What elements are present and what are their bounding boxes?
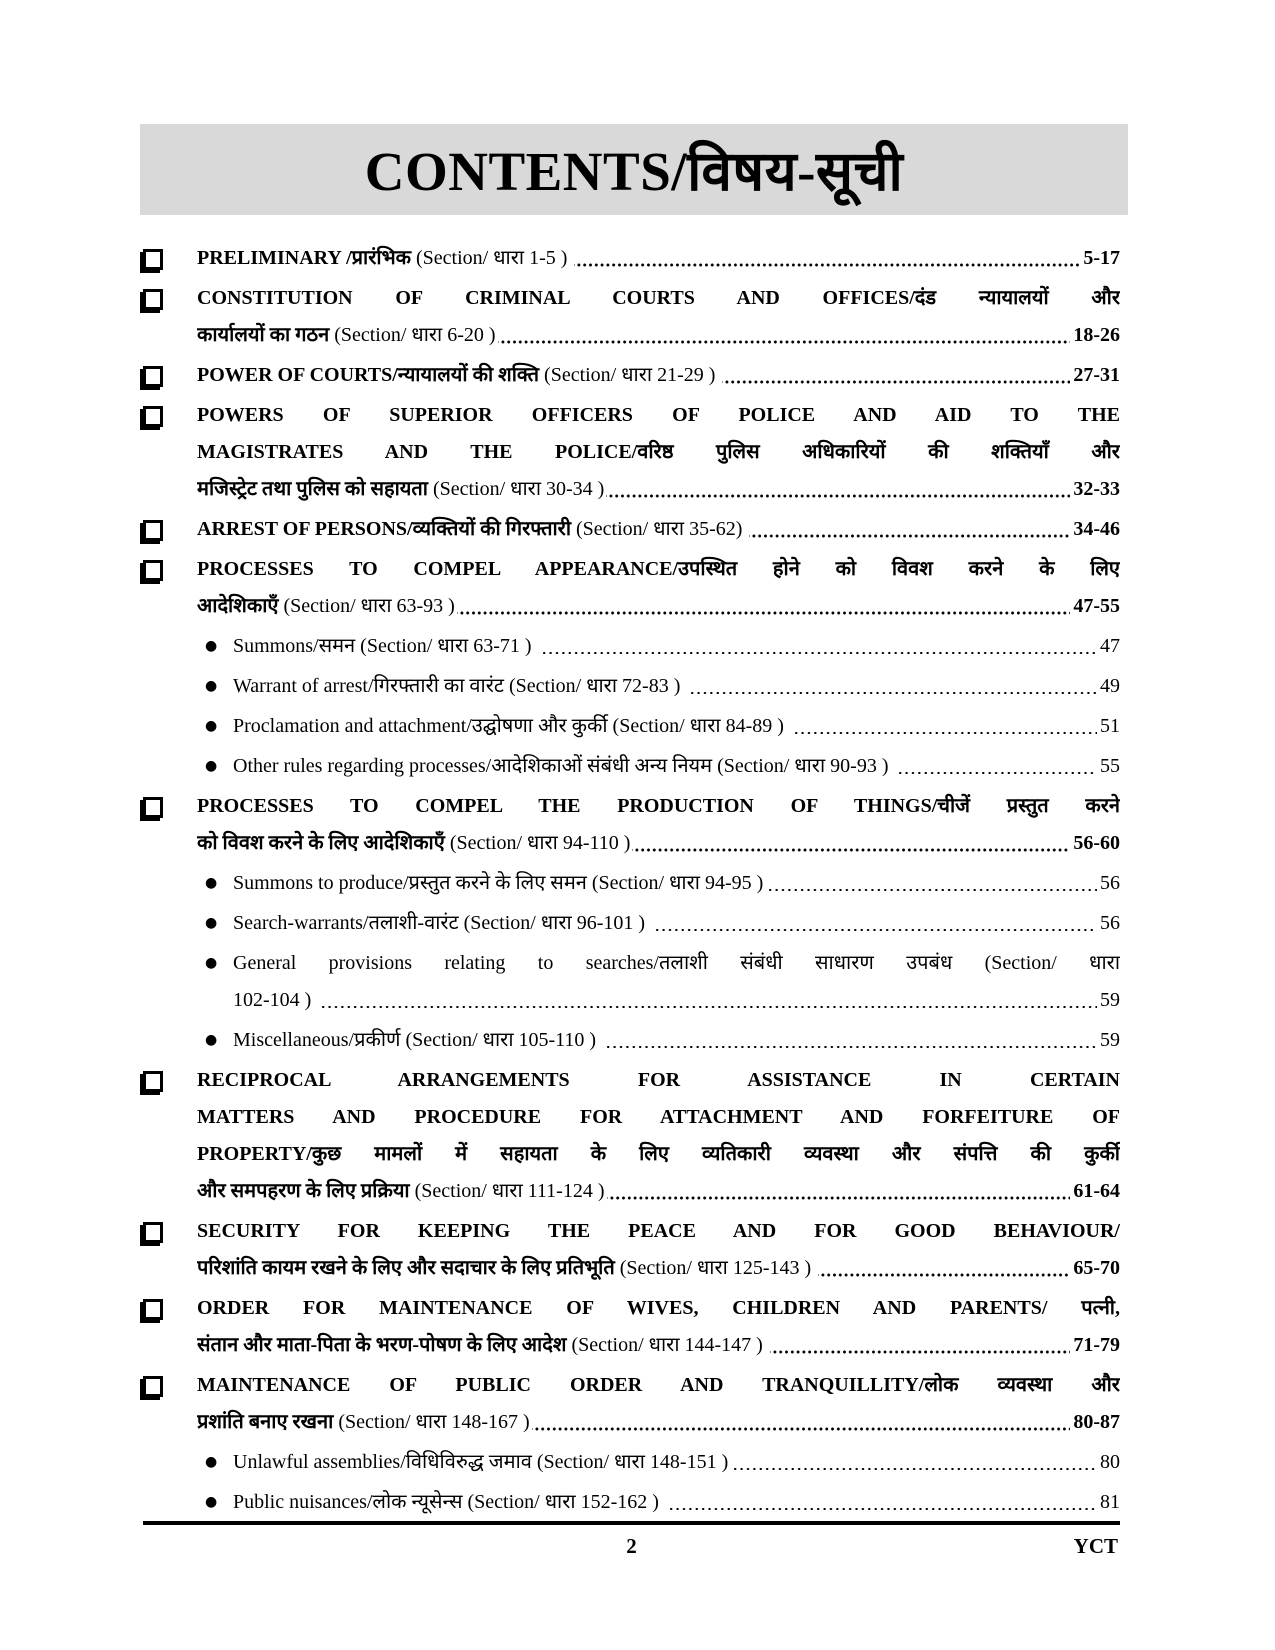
toc-chapter-entry xyxy=(143,1290,1120,1364)
entry-leader-line xyxy=(233,1484,1120,1521)
dotted-leader xyxy=(574,240,1080,277)
toc-chapter-entry xyxy=(143,511,1120,548)
page-title: CONTENTS/विषय-सूची xyxy=(364,141,904,202)
entry-marker-column xyxy=(143,748,233,785)
entry-section-range: (Section/ धारा 63-93 ) xyxy=(278,595,455,617)
entry-content xyxy=(197,511,1120,548)
entry-section-range: (Section/ धारा 152-162 ) xyxy=(462,1491,664,1513)
dotted-leader xyxy=(770,1327,1071,1364)
entry-leader-line xyxy=(197,1404,1120,1441)
entry-content xyxy=(233,1022,1120,1059)
entry-page-number: 51 xyxy=(1100,715,1120,737)
checkbox-square-icon xyxy=(143,249,163,270)
entry-marker-column xyxy=(143,1062,197,1210)
entry-section-range: (Section/ धारा 105-110 ) xyxy=(400,1029,602,1051)
toc-chapter-entry xyxy=(143,357,1120,394)
dotted-leader xyxy=(318,982,1097,1019)
entry-leader-line xyxy=(233,708,1120,745)
entry-section-range: (Section/ धारा 21-29 ) xyxy=(539,364,721,386)
entry-leader-line xyxy=(233,748,1120,785)
toc-sub-entry xyxy=(143,1484,1120,1521)
entry-content xyxy=(197,551,1120,625)
dotted-leader xyxy=(730,1444,1097,1481)
entry-page-number: 27-31 xyxy=(1073,364,1120,386)
entry-leader-line xyxy=(197,1327,1120,1364)
entry-section-range: (Section/ धारा 90-93 ) xyxy=(712,755,894,777)
entry-marker-column xyxy=(143,1367,197,1441)
entry-wrapped-line: RECIPROCAL ARRANGEMENTS FOR ASSISTANCE IN CERTAIN xyxy=(197,1069,1120,1091)
entry-section-range: (Section/ धारा 35-62) xyxy=(571,518,748,540)
checkbox-square-icon xyxy=(143,560,163,581)
bullet-icon: ● xyxy=(205,1454,218,1470)
bullet-icon: ● xyxy=(205,758,218,774)
bullet-icon: ● xyxy=(205,1032,218,1048)
entry-section-range: (Section/ धारा 125-143 ) xyxy=(614,1257,817,1279)
entry-title-text: Public nuisances/लोक न्यूसेन्स xyxy=(233,1491,463,1513)
entry-page-number: 5-17 xyxy=(1083,247,1120,269)
entry-title-text: Summons/समन xyxy=(233,635,356,657)
entry-page-number: 80 xyxy=(1100,1451,1120,1473)
dotted-leader xyxy=(603,1022,1097,1059)
entry-content xyxy=(233,628,1120,665)
toc-sub-entry xyxy=(143,865,1120,902)
entry-leader-line xyxy=(233,865,1120,902)
entry-marker-column xyxy=(143,240,197,277)
toc-sub-entry xyxy=(143,1444,1120,1481)
entry-content xyxy=(197,1367,1120,1441)
entry-wrapped-line: CONSTITUTION OF CRIMINAL COURTS AND OFFICES/दंड न्यायालयों और xyxy=(197,287,1120,309)
entry-wrapped-line: MAGISTRATES AND THE POLICE/वरिष्ठ पुलिस अधिकारियों की शक्तियाँ और xyxy=(197,441,1120,463)
checkbox-square-icon xyxy=(143,520,163,541)
contents-header-banner xyxy=(140,124,1128,215)
toc-sub-entry xyxy=(143,628,1120,665)
dotted-leader xyxy=(791,708,1097,745)
entry-title-text: Unlawful assemblies/विधिविरुद्ध जमाव xyxy=(233,1451,532,1473)
entry-wrapped-line: PROCESSES TO COMPEL THE PRODUCTION OF THINGS/चीजें प्रस्तुत करने xyxy=(197,795,1120,817)
entry-title-text: संतान और माता-पिता के भरण-पोषण के लिए आदेश xyxy=(197,1334,567,1356)
checkbox-square-icon xyxy=(143,366,163,387)
dotted-leader xyxy=(765,865,1097,902)
entry-page-number: 55 xyxy=(1100,755,1120,777)
dotted-leader xyxy=(498,317,1071,354)
toc-chapter-entry xyxy=(143,788,1120,862)
entry-page-number: 34-46 xyxy=(1073,518,1120,540)
entry-leader-line xyxy=(197,825,1120,862)
toc-sub-entry xyxy=(143,668,1120,705)
entry-marker-column xyxy=(143,788,197,862)
entry-page-number: 80-87 xyxy=(1073,1411,1120,1433)
entry-page-number: 59 xyxy=(1100,989,1120,1011)
entry-section-range: (Section/ धारा 111-124 ) xyxy=(409,1180,605,1202)
entry-content xyxy=(233,1444,1120,1481)
entry-page-number: 56-60 xyxy=(1073,832,1120,854)
entry-marker-column xyxy=(143,1022,233,1059)
entry-leader-line xyxy=(197,1250,1120,1287)
entry-section-range: (Section/ धारा 30-34 ) xyxy=(427,478,605,500)
entry-leader-line xyxy=(197,471,1120,508)
entry-title-text: मजिस्ट्रेट तथा पुलिस को सहायता xyxy=(197,478,428,500)
entry-content xyxy=(197,788,1120,862)
entry-leader-line xyxy=(197,588,1120,625)
entry-title-text: Search-warrants/तलाशी-वारंट xyxy=(233,912,459,934)
entry-content xyxy=(197,397,1120,508)
dotted-leader xyxy=(632,825,1070,862)
entry-leader-line xyxy=(233,1444,1120,1481)
entry-page-number: 47-55 xyxy=(1073,595,1120,617)
toc-chapter-entry xyxy=(143,1367,1120,1441)
entry-wrapped-line: ORDER FOR MAINTENANCE OF WIVES, CHILDREN AND PARENTS/ पत्नी, xyxy=(197,1297,1120,1319)
entry-wrapped-line: MAINTENANCE OF PUBLIC ORDER AND TRANQUILLITY/लोक व्यवस्था और xyxy=(197,1374,1120,1396)
checkbox-square-icon xyxy=(143,289,163,310)
entry-section-range: (Section/ धारा 63-71 ) xyxy=(355,635,537,657)
toc-sub-entry xyxy=(143,945,1120,1019)
checkbox-square-icon xyxy=(143,1222,163,1243)
dotted-leader xyxy=(749,511,1070,548)
entry-marker-column xyxy=(143,708,233,745)
dotted-leader xyxy=(818,1250,1070,1287)
toc-sub-entry xyxy=(143,1022,1120,1059)
entry-page-number: 65-70 xyxy=(1073,1257,1120,1279)
entry-title-text: POWER OF COURTS/न्यायालयों की शक्ति xyxy=(197,364,540,386)
dotted-leader xyxy=(895,748,1097,785)
entry-leader-line xyxy=(197,240,1120,277)
toc-chapter-entry xyxy=(143,280,1120,354)
entry-wrapped-line: PROPERTY/कुछ मामलों में सहायता के लिए व्यतिकारी व्यवस्था और संपत्ति की कुर्की xyxy=(197,1143,1120,1165)
entry-marker-column xyxy=(143,865,233,902)
entry-marker-column xyxy=(143,280,197,354)
entry-section-range: (Section/ धारा 148-151 ) xyxy=(531,1451,729,1473)
entry-title-text: Other rules regarding processes/आदेशिकाओं संबंधी अन्य नियम xyxy=(233,755,713,777)
entry-wrapped-line: PROCESSES TO COMPEL APPEARANCE/उपस्थित होने को विवश करने के लिए xyxy=(197,558,1120,580)
dotted-leader xyxy=(666,1484,1097,1521)
entry-section-range: (Section/ धारा 94-95 ) xyxy=(586,872,764,894)
toc-chapter-entry xyxy=(143,240,1120,277)
entry-page-number: 49 xyxy=(1100,675,1120,697)
toc-sub-entry xyxy=(143,708,1120,745)
toc-chapter-entry xyxy=(143,1213,1120,1287)
checkbox-square-icon xyxy=(143,1071,163,1092)
toc-chapter-entry xyxy=(143,1062,1120,1210)
entry-title-text: 102-104 ) xyxy=(233,989,312,1011)
entry-leader-line xyxy=(233,1022,1120,1059)
footer-page-number: 2 xyxy=(626,1534,637,1558)
entry-section-range: (Section/ धारा 6-20 ) xyxy=(329,324,496,346)
checkbox-square-icon xyxy=(143,797,163,818)
dotted-leader xyxy=(722,357,1070,394)
dotted-leader xyxy=(532,1404,1071,1441)
checkbox-square-icon xyxy=(143,1376,163,1397)
entry-content xyxy=(233,708,1120,745)
entry-page-number: 81 xyxy=(1100,1491,1120,1513)
dotted-leader xyxy=(539,628,1097,665)
entry-leader-line xyxy=(233,905,1120,942)
entry-marker-column xyxy=(143,945,233,1019)
entry-title-text: ARREST OF PERSONS/व्यक्तियों की गिरफ्तारी xyxy=(197,518,572,540)
bullet-icon: ● xyxy=(205,638,218,654)
entry-title-text: और समपहरण के लिए प्रक्रिया xyxy=(197,1180,410,1202)
entry-page-number: 56 xyxy=(1100,872,1120,894)
toc-sub-entry xyxy=(143,905,1120,942)
entry-page-number: 71-79 xyxy=(1073,1334,1120,1356)
entry-marker-column xyxy=(143,1444,233,1481)
page-footer xyxy=(143,1521,1120,1559)
entry-section-range: (Section/ धारा 1-5 ) xyxy=(411,247,573,269)
bullet-icon: ● xyxy=(205,955,218,971)
checkbox-square-icon xyxy=(143,1299,163,1320)
entry-leader-line xyxy=(197,317,1120,354)
entry-marker-column xyxy=(143,1290,197,1364)
entry-section-range: (Section/ धारा 84-89 ) xyxy=(607,715,789,737)
entry-section-range: (Section/ धारा 72-83 ) xyxy=(503,675,686,697)
entry-title-text: Summons to produce/प्रस्तुत करने के लिए समन xyxy=(233,872,587,894)
bullet-icon: ● xyxy=(205,678,218,694)
entry-leader-line xyxy=(233,982,1120,1019)
entry-title-text: आदेशिकाएँ xyxy=(197,595,279,617)
entry-marker-column xyxy=(143,357,197,394)
entry-content xyxy=(197,357,1120,394)
entry-leader-line xyxy=(233,628,1120,665)
entry-wrapped-line: General provisions relating to searches/तलाशी संबंधी साधारण उपबंध (Section/ धारा xyxy=(233,952,1120,974)
entry-title-text: Warrant of arrest/गिरफ्तारी का वारंट xyxy=(233,675,504,697)
dotted-leader xyxy=(687,668,1097,705)
dotted-leader xyxy=(652,905,1097,942)
entry-title-text: परिशांति कायम रखने के लिए और सदाचार के लिए प्रतिभूति xyxy=(197,1257,615,1279)
entry-leader-line xyxy=(233,668,1120,705)
toc-chapter-entry xyxy=(143,397,1120,508)
bullet-icon: ● xyxy=(205,1494,218,1510)
entry-content xyxy=(233,905,1120,942)
dotted-leader xyxy=(607,1173,1071,1210)
entry-section-range: (Section/ धारा 96-101 ) xyxy=(458,912,651,934)
entry-content xyxy=(197,240,1120,277)
checkbox-square-icon xyxy=(143,406,163,427)
entry-title-text: को विवश करने के लिए आदेशिकाएँ xyxy=(197,832,445,854)
entry-marker-column xyxy=(143,628,233,665)
entry-marker-column xyxy=(143,397,197,508)
entry-marker-column xyxy=(143,511,197,548)
entry-wrapped-line: SECURITY FOR KEEPING THE PEACE AND FOR GOOD BEHAVIOUR/ xyxy=(197,1220,1120,1242)
toc-sub-entry xyxy=(143,748,1120,785)
entry-content xyxy=(233,1484,1120,1521)
entry-leader-line xyxy=(197,357,1120,394)
entry-marker-column xyxy=(143,905,233,942)
entry-title-text: कार्यालयों का गठन xyxy=(197,324,330,346)
entry-page-number: 59 xyxy=(1100,1029,1120,1051)
entry-marker-column xyxy=(143,551,197,625)
entry-content xyxy=(197,1062,1120,1210)
entry-title-text: Proclamation and attachment/उद्घोषणा और कुर्की xyxy=(233,715,608,737)
entry-title-text: PRELIMINARY /प्रारंभिक xyxy=(197,247,412,269)
entry-wrapped-line: POWERS OF SUPERIOR OFFICERS OF POLICE AND AID TO THE xyxy=(197,404,1120,426)
bullet-icon: ● xyxy=(205,718,218,734)
toc-chapter-entry xyxy=(143,551,1120,625)
dotted-leader xyxy=(457,588,1071,625)
entry-page-number: 47 xyxy=(1100,635,1120,657)
entry-content xyxy=(197,1290,1120,1364)
entry-leader-line xyxy=(197,1173,1120,1210)
entry-content xyxy=(233,945,1120,1019)
entry-section-range: (Section/ धारा 148-167 ) xyxy=(333,1411,530,1433)
entry-marker-column xyxy=(143,1213,197,1287)
entry-marker-column xyxy=(143,668,233,705)
entry-leader-line xyxy=(197,511,1120,548)
table-of-contents xyxy=(143,240,1120,1524)
entry-content xyxy=(197,1213,1120,1287)
bullet-icon: ● xyxy=(205,915,218,931)
entry-content xyxy=(197,280,1120,354)
entry-section-range xyxy=(311,982,316,1019)
footer-brand-label: YCT xyxy=(1073,1534,1118,1558)
entry-section-range: (Section/ धारा 94-110 ) xyxy=(444,832,631,854)
entry-marker-column xyxy=(143,1484,233,1521)
entry-content xyxy=(233,748,1120,785)
entry-title-text: Miscellaneous/प्रकीर्ण xyxy=(233,1029,401,1051)
entry-page-number: 32-33 xyxy=(1073,478,1120,500)
entry-page-number: 61-64 xyxy=(1073,1180,1120,1202)
entry-wrapped-line: MATTERS AND PROCEDURE FOR ATTACHMENT AND FORFEITURE OF xyxy=(197,1106,1120,1128)
dotted-leader xyxy=(606,471,1070,508)
entry-section-range: (Section/ धारा 144-147 ) xyxy=(566,1334,768,1356)
entry-content xyxy=(233,865,1120,902)
entry-content xyxy=(233,668,1120,705)
entry-title-text: प्रशांति बनाए रखना xyxy=(197,1411,334,1433)
entry-page-number: 56 xyxy=(1100,912,1120,934)
entry-page-number: 18-26 xyxy=(1073,324,1120,346)
bullet-icon: ● xyxy=(205,875,218,891)
